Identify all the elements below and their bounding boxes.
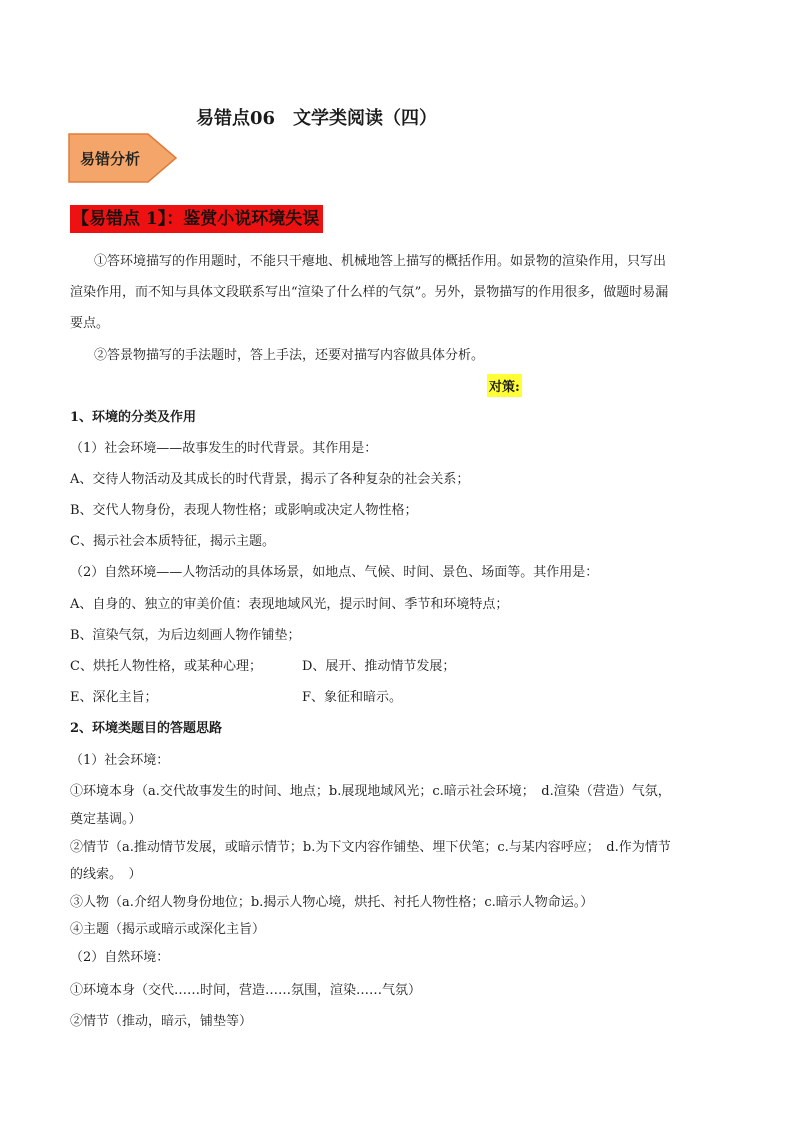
natural-env-e: E、深化主旨； (70, 690, 158, 705)
badge-label: 易错分析 (80, 150, 141, 168)
natural-env-f: F、象征和暗示。 (302, 690, 403, 705)
social-env-heading: （1）社会环境——故事发生的时代背景。其作用是： (70, 441, 378, 456)
strategy-label: 对策: (487, 374, 522, 397)
answer-item-2-line-2: 的线索。 ） (70, 867, 142, 882)
answer-item-4: ④主题（揭示或暗示或深化主旨） (70, 922, 266, 937)
answer-item-1-line-1: ①环境本身（a.交代故事发生的时间、地点；b.展现地域风光；c.暗示社会环境； d.渲染（营造）气氛， (70, 784, 671, 799)
natural-env-answer-heading: （2）自然环境： (70, 950, 170, 965)
social-env-answer-heading: （1）社会环境： (70, 753, 170, 768)
page-title: 易错点06 文学类阅读（四） (196, 108, 438, 129)
natural-env-a: A、自身的、独立的审美价值：表现地域风光，提示时间、季节和环境特点； (70, 597, 509, 612)
section-badge (68, 133, 178, 183)
answer-item-3: ③人物（a.介绍人物身份地位；b.揭示人物心境，烘托、衬托人物性格；c.暗示人物命运。） (70, 895, 594, 910)
natural-env-c: C、烘托人物性格，或某种心理； (70, 659, 262, 674)
answer-item-1-line-2: 奠定基调。） (70, 812, 142, 827)
error-heading: 【易错点 1】：鉴赏小说环境失误 (70, 205, 323, 233)
section-1-heading: 1、环境的分类及作用 (70, 410, 197, 425)
natural-env-b: B、渲染气氛，为后边刻画人物作铺垫； (70, 628, 301, 643)
natural-answer-item-1: ①环境本身（交代……时间，营造……氛围，渲染……气氛） (70, 983, 422, 998)
paragraph-2: ②答景物描写的手法题时，答上手法，还要对描写内容做具体分析。 (94, 348, 485, 363)
paragraph-1-line-1: ①答环境描写的作用题时，不能只干瘪地、机械地答上描写的概括作用。如景物的渲染作用，只写出 (94, 254, 667, 269)
paragraph-1-line-3: 要点。 (70, 316, 110, 331)
answer-item-2-line-1: ②情节（a.推动情节发展，或暗示情节；b.为下文内容作铺垫、埋下伏笔；c.与某内容呼应； d.作为情节 (70, 840, 671, 855)
social-env-b: B、交代人物身份，表现人物性格；或影响或决定人物性格； (70, 503, 418, 518)
natural-env-heading: （2）自然环境——人物活动的具体场景，如地点、气候、时间、景色、场面等。其作用是： (70, 565, 599, 580)
natural-env-d: D、展开、推动情节发展； (302, 659, 456, 674)
section-2-heading: 2、环境类题目的答题思路 (70, 721, 223, 736)
social-env-c: C、揭示社会本质特征，揭示主题。 (70, 534, 275, 549)
paragraph-1-line-2: 渲染作用，而不知与具体文段联系写出“渲染了什么样的气氛”。另外，景物描写的作用很多，做题时易漏 (70, 285, 669, 300)
social-env-a: A、交待人物活动及其成长的时代背景，揭示了各种复杂的社会关系； (70, 472, 470, 487)
natural-answer-item-2: ②情节（推动，暗示，铺垫等） (70, 1014, 253, 1029)
